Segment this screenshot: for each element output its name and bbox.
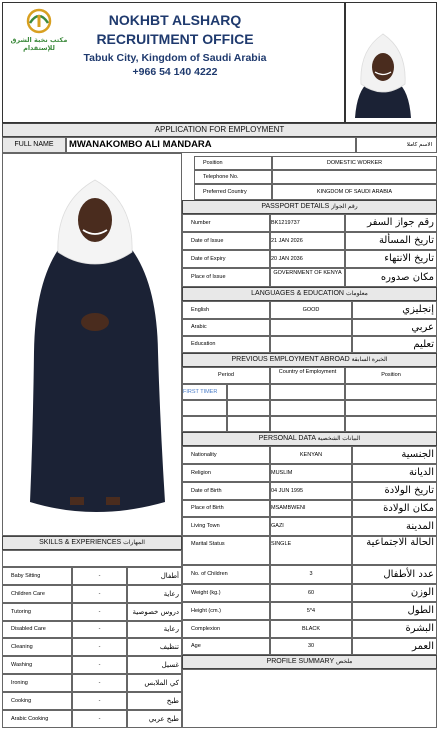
- weight-value: 60: [270, 584, 352, 602]
- nationality-label: Nationality: [182, 446, 270, 464]
- passport-title-ar: رقم الجواز: [331, 204, 358, 210]
- personal-data-header: [182, 432, 437, 446]
- weight-label: Weight (kg.): [182, 584, 270, 602]
- passport-issue-label: Date of Issue: [182, 232, 270, 250]
- ironing-ar: كي الملابس: [127, 674, 182, 692]
- tutoring-value: -: [72, 603, 127, 621]
- washing-value: -: [72, 656, 127, 674]
- pob-value: MSAMBWENI: [270, 500, 352, 517]
- arabic-value: [270, 319, 352, 336]
- children-care-ar: رعاية: [127, 585, 182, 603]
- period-header: Period: [182, 367, 270, 384]
- disabled-care-value: -: [72, 621, 127, 638]
- empty-cell: [270, 384, 345, 400]
- children-care-label: Children Care: [2, 585, 72, 603]
- baby-sitting-value: -: [72, 567, 127, 585]
- arabic-cooking-ar: طبخ عربي: [127, 710, 182, 728]
- company-logo: [8, 7, 70, 53]
- full-name-label-ar: الاسم كاملا: [356, 137, 437, 153]
- religion-ar: الديانة: [352, 464, 437, 482]
- passport-expiry-value: 20 JAN 2036: [270, 250, 345, 268]
- marital-status-label: Marital Status: [182, 536, 270, 565]
- disabled-care-ar: رعاية: [127, 621, 182, 638]
- age-value: 30: [270, 638, 352, 655]
- passport-place-label: Place of Issue: [182, 268, 270, 287]
- pob-label: Place of Birth: [182, 500, 270, 517]
- nationality-ar: الجنسية: [352, 446, 437, 464]
- cleaning-ar: تنظيف: [127, 638, 182, 656]
- telephone-value: [272, 170, 437, 184]
- washing-ar: غسيل: [127, 656, 182, 674]
- tutoring-ar: دروس خصوصية: [127, 603, 182, 621]
- nationality-value: KENYAN: [270, 446, 352, 464]
- children-ar: عدد الأطفال: [352, 565, 437, 584]
- position-header: Position: [345, 367, 437, 384]
- full-body-photo: [20, 172, 170, 527]
- height-value: 5*4: [270, 602, 352, 620]
- pob-ar: مكان الولادة: [352, 500, 437, 517]
- complexion-value: BLACK: [270, 620, 352, 638]
- application-title: APPLICATION FOR EMPLOYMENT: [2, 123, 437, 137]
- profile-summary-title-ar: ملخص: [335, 659, 353, 665]
- prev-employment-header: [182, 353, 437, 367]
- religion-label: Religion: [182, 464, 270, 482]
- passport-number-label: Number: [182, 214, 270, 232]
- company-city: Tabuk City, Kingdom of Saudi Arabia: [83, 52, 267, 64]
- washing-label: Washing: [2, 656, 72, 674]
- passport-issue-value: 21 JAN 2026: [270, 232, 345, 250]
- passport-title: PASSPORT DETAILS: [261, 203, 330, 210]
- passport-issue-ar: تاريخ المسألة: [345, 232, 437, 250]
- english-value: GOOD: [270, 301, 352, 319]
- arabic-cooking-label: Arabic Cooking: [2, 710, 72, 728]
- english-ar: إنجليزي: [352, 301, 437, 319]
- baby-sitting-ar: أطفال: [127, 567, 182, 585]
- ironing-value: -: [72, 674, 127, 692]
- passport-expiry-ar: تاريخ الانتهاء: [345, 250, 437, 268]
- skills-title-ar: المهارات: [123, 540, 145, 546]
- arabic-cooking-value: -: [72, 710, 127, 728]
- skills-title: SKILLS & EXPERIENCES: [39, 539, 122, 546]
- education-ar: تعليم: [352, 336, 437, 353]
- languages-header: [182, 287, 437, 301]
- passport-number-ar: رقم جواز السفر: [345, 214, 437, 232]
- disabled-care-label: Disabled Care: [2, 621, 72, 638]
- skills-spacer: [2, 550, 182, 567]
- empty-cell: [227, 400, 270, 416]
- passport-expiry-label: Date of Expiry: [182, 250, 270, 268]
- arabic-label: Arabic: [182, 319, 270, 336]
- telephone-label: Telephone No.: [194, 170, 272, 184]
- empty-cell: [345, 416, 437, 432]
- company-title: NOKHBT ALSHARQ: [108, 12, 242, 28]
- living-town-value: GAZI: [270, 517, 352, 536]
- prev-employment-title: PREVIOUS EMPLOYMENT ABROAD: [231, 356, 350, 363]
- baby-sitting-label: Baby Sitting: [2, 567, 72, 585]
- empty-cell: [182, 400, 227, 416]
- age-ar: العمر: [352, 638, 437, 655]
- height-label: Height (cm.): [182, 602, 270, 620]
- dob-label: Date of Birth: [182, 482, 270, 500]
- skills-header: [2, 536, 182, 550]
- passport-header: [182, 200, 437, 214]
- cleaning-value: -: [72, 638, 127, 656]
- position-label: Position: [194, 156, 272, 170]
- dob-ar: تاريخ الولادة: [352, 482, 437, 500]
- personal-data-title: PERSONAL DATA: [258, 435, 316, 442]
- english-label: English: [182, 301, 270, 319]
- children-label: No. of Children: [182, 565, 270, 584]
- profile-summary-title: PROFILE SUMMARY: [266, 658, 335, 665]
- logo-text: مكتب نخبة الشرق للإستقدام: [10, 36, 68, 52]
- weight-ar: الوزن: [352, 584, 437, 602]
- complexion-label: Complexion: [182, 620, 270, 638]
- marital-status-ar: الحالة الاجتماعية: [352, 536, 437, 565]
- empty-cell: [270, 400, 345, 416]
- profile-summary-header: [182, 655, 437, 669]
- country-header: Country of Employment: [270, 367, 345, 384]
- living-town-label: Living Town: [182, 517, 270, 536]
- cooking-ar: طبخ: [127, 692, 182, 710]
- children-value: 3: [270, 565, 352, 584]
- empty-cell: [270, 416, 345, 432]
- complexion-ar: البشرة: [352, 620, 437, 638]
- cleaning-label: Cleaning: [2, 638, 72, 656]
- tutoring-label: Tutoring: [2, 603, 72, 621]
- passport-place-ar: مكان صدوره: [345, 268, 437, 287]
- empty-cell: [182, 416, 227, 432]
- dob-value: 04 JUN 1995: [270, 482, 352, 500]
- religion-value: MUSLIM: [270, 464, 352, 482]
- prev-employment-title-ar: الخبرة السابقة: [351, 357, 388, 363]
- company-phone: +966 54 140 4222: [132, 66, 218, 78]
- passport-number-value: BK1219737: [270, 214, 345, 232]
- preferred-country-value: KINGDOM OF SAUDI ARABIA: [272, 184, 437, 200]
- arabic-ar: عربي: [352, 319, 437, 336]
- languages-title-ar: معلومات: [345, 291, 368, 297]
- full-name-label: FULL NAME: [2, 137, 66, 153]
- cooking-label: Cooking: [2, 692, 72, 710]
- profile-summary-box: [182, 669, 437, 728]
- preferred-country-label: Preferred Country: [194, 184, 272, 200]
- ironing-label: Ironing: [2, 674, 72, 692]
- age-label: Age: [182, 638, 270, 655]
- portrait-photo: [347, 20, 419, 118]
- empty-cell: [345, 384, 437, 400]
- marital-status-value: SINGLE: [270, 536, 352, 565]
- education-value: [270, 336, 352, 353]
- empty-cell: [345, 400, 437, 416]
- empty-cell: [227, 416, 270, 432]
- empty-cell: [227, 384, 270, 400]
- languages-title: LANGUAGES & EDUCATION: [251, 290, 344, 297]
- first-timer-label: FIRST TIMER: [182, 384, 227, 400]
- cooking-value: -: [72, 692, 127, 710]
- education-label: Education: [182, 336, 270, 353]
- full-name-value: MWANAKOMBO ALI MANDARA: [66, 137, 356, 153]
- children-care-value: -: [72, 585, 127, 603]
- personal-data-title-ar: البيانات الشخصية: [317, 436, 361, 442]
- passport-place-value: GOVERNMENT OF KENYA: [270, 268, 345, 287]
- company-subtitle: RECRUITMENT OFFICE: [96, 31, 254, 47]
- position-value: DOMESTIC WORKER: [272, 156, 437, 170]
- height-ar: الطول: [352, 602, 437, 620]
- living-town-ar: المدينة: [352, 517, 437, 536]
